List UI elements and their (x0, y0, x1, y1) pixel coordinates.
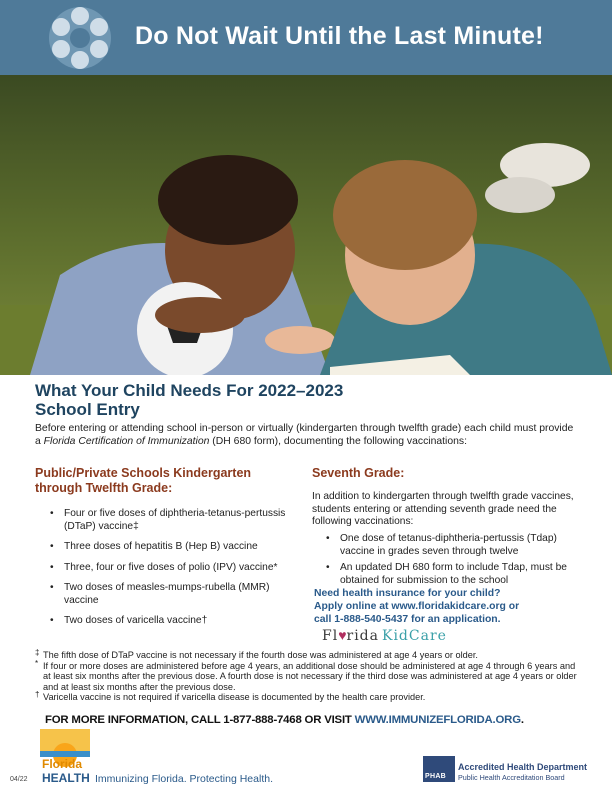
insurance-line2[interactable]: Apply online at www.floridakidcare.org or (314, 601, 520, 612)
contact-end: . (520, 714, 524, 726)
florida-kidcare-logo (322, 627, 502, 645)
list-item: • Three, four or five doses of polio (IPV) vaccine* (50, 562, 300, 575)
intro-text-b: (DH 680 form), documenting the following vaccinations: (209, 436, 468, 447)
left-vaccine-list (50, 508, 300, 636)
page-title-line1: What Your Child Needs For 2022–2023 (35, 381, 344, 400)
footnote-mark: ‡ (35, 648, 40, 657)
right-column-heading: Seventh Grade: (312, 466, 405, 480)
immunize-florida-link[interactable]: WWW.IMMUNIZEFLORIDA.ORG (354, 714, 521, 726)
right-column-intro: In addition to kindergarten through twelfth grade vaccines, students entering or attending seventh grade need the following vaccinations: (312, 491, 574, 527)
intro-text-a: Before entering or attending school in-person or virtually (kindergarten through twelfth grade) each child must provide a (35, 423, 574, 447)
page-title (35, 381, 435, 419)
intro-text-em: Florida Certification of Immunization (43, 436, 210, 447)
insurance-line3: call 1-888-540-5437 for an application. (314, 614, 501, 625)
list-item: • One dose of tetanus-diphtheria-pertussis (Tdap) vaccine in grades seven through twelve (326, 533, 581, 558)
footnote-text: If four or more doses are administered before age 4 years, an additional dose should be administered at age 4 through 6 years and at least six months after the previous dose. A fourth dose is not necessary if the third dose was administered at age 4 years or older and at least six months after the previous dose. (43, 660, 577, 692)
list-item: • Two doses of measles-mumps-rubella (MMR) vaccine (50, 582, 300, 607)
intro-paragraph (35, 422, 580, 448)
footnote-item (35, 658, 585, 693)
footnote-mark: † (35, 690, 40, 700)
contact-text: FOR MORE INFORMATION, CALL 1-877-888-7468 OR VISIT (45, 714, 355, 726)
banner-title: Do Not Wait Until the Last Minute! (135, 22, 544, 50)
footnotes (35, 650, 585, 703)
footnote-text: The fifth dose of DTaP vaccine is not necessary if the fourth dose was administered at age 4 years or older. (43, 650, 478, 660)
header-banner (0, 0, 612, 75)
list-item: • Two doses of varicella vaccine† (50, 615, 300, 628)
list-item: • Four or five doses of diphtheria-tetanus-pertussis (DTaP) vaccine‡ (50, 508, 300, 533)
left-heading-line2: through Twelfth Grade: (35, 481, 173, 495)
phab-line2: Public Health Accreditation Board (458, 773, 565, 782)
ring-of-circles-icon (46, 4, 114, 72)
kidcare-fl: Fl (322, 628, 339, 644)
kidcare-kid: KidCare (382, 628, 447, 644)
kidcare-rida: rida (346, 628, 379, 644)
florida-health-line1: Florida (42, 757, 83, 771)
heart-icon: ♥ (338, 627, 347, 643)
footnote-mark: * (35, 658, 39, 668)
footnote-text: Varicella vaccine is not required if varicella disease is documented by the health care provider. (43, 692, 426, 703)
left-column-heading (35, 466, 285, 496)
page-title-line2: School Entry (35, 400, 140, 419)
footnote-item (35, 650, 585, 661)
insurance-callout (314, 587, 584, 626)
right-vaccine-list (326, 533, 581, 591)
phab-line1: Accredited Health Department (458, 762, 588, 772)
florida-health-line2: HEALTH (42, 771, 90, 785)
tagline: Immunizing Florida. Protecting Health. (95, 773, 273, 785)
insurance-line1: Need health insurance for your child? (314, 588, 501, 599)
phab-label: PHAB (425, 773, 447, 780)
footnote-item (35, 692, 585, 703)
list-item: • Three doses of hepatitis B (Hep B) vaccine (50, 541, 300, 554)
left-heading-line1: Public/Private Schools Kindergarten (35, 466, 252, 480)
date-code: 04/22 (10, 776, 28, 783)
children-with-soccer-ball-photo (0, 75, 612, 375)
contact-line (45, 714, 585, 726)
list-item: • An updated DH 680 form to include Tdap, must be obtained for submission to the school (326, 562, 581, 587)
